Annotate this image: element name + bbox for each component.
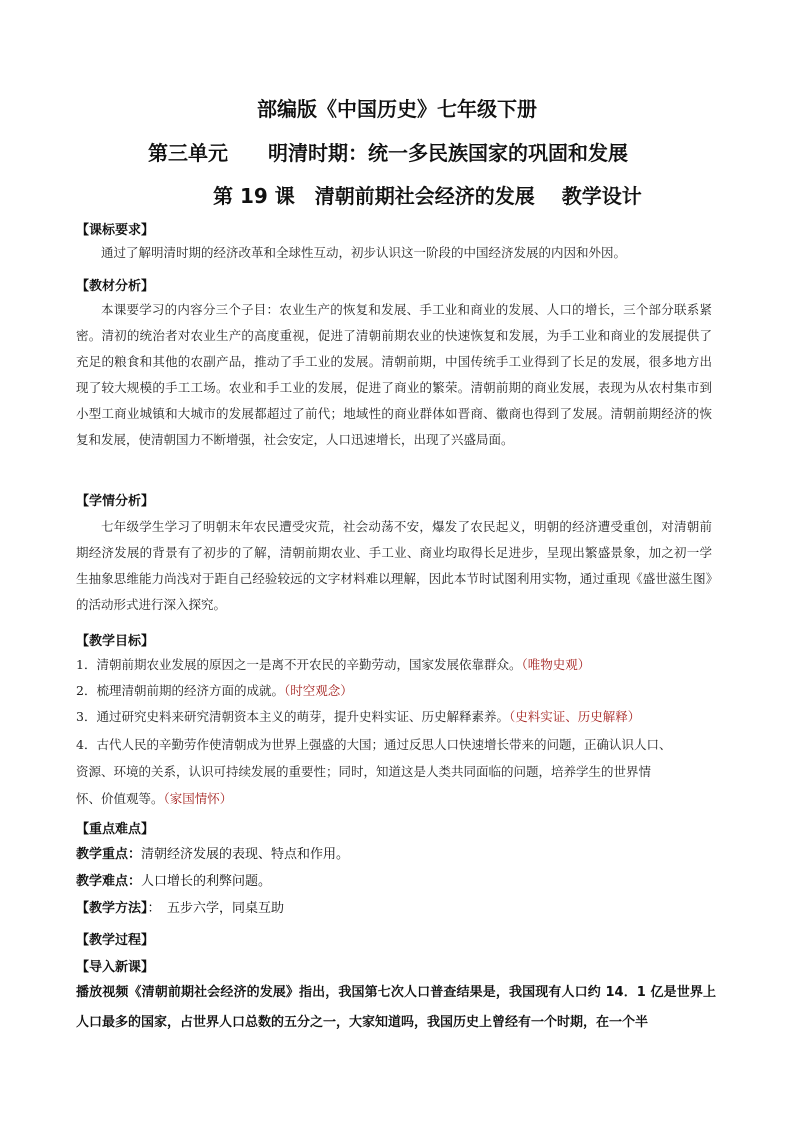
difficult-point-label: 教学难点： [76,874,142,889]
goal-text: 1．清朝前期农业发展的原因之一是离不开农民的辛勤劳动，国家发展依靠群众。 [76,657,522,672]
goal-item-3 [76,704,640,730]
methods-text: ： 五步六学，同桌互助 [147,901,285,916]
difficult-point-text: 人口增长的利弊问题。 [141,874,272,889]
difficult-point [76,869,271,895]
intro-text: 播放视频《清朝前期社会经济的发展》指出，我国第七次人口普查结果是，我国现有人口约 14．1 亿是世界上人口最多的国家，占世界人口总数的五分之一，大家知道吗，我国历史上曾经有一个时期，在一个半 [76,985,716,1030]
section-heading-textbook: 【教材分析】 [76,279,155,294]
goal-tag: （家国情怀） [163,791,233,806]
section-heading-methods: 【教学方法】 [76,901,148,916]
goal-text: 3．通过研究史料来研究清朝资本主义的萌芽，提升史料实证、历史解释素养。 [76,709,509,724]
textbook-text: 本课要学习的内容分三个子目：农业生产的恢复和发展、手工业和商业的发展、人口的增长，三个部分联系紧密。清初的统治者对农业生产的高度重视，促进了清朝前期农业的快速恢复和发展，为手工业和商业的发展提供了充足的粮食和其他的农副产品，推动了手工业的发展。清朝前期，中国传统手工业得到了长足的发展，很多地方出现了较大规模的手工工场。农业和手工业的发展，促进了商业的繁荣。清朝前期的商业发展，表现为从农村集市到小型工商业城镇和大城市的发展都超过了前代；地域性的商业群体如晋商、徽商也得到了发展。清朝前期经济的恢复和发展，使清朝国力不断增强，社会安定，人口迅速增长，出现了兴盛局面。 [76,302,712,447]
section-heading-students: 【学情分析】 [76,494,155,509]
key-point-label: 教学重点： [76,847,142,862]
goal-text: 怀、价值观等。 [76,791,164,806]
goal-item-4-line2: 资源、环境的关系，认识可持续发展的重要性；同时，知道这是人类共同面临的问题，培养学生的世界情 [76,764,652,779]
curriculum-text: 通过了解明清时期的经济改革和全球性互动，初步认识这一阶段的中国经济发展的内因和外因。 [101,245,627,260]
document-title: 部编版《中国历史》七年级下册 [257,97,537,121]
goal-tag: （史料实证、历史解释） [508,709,641,724]
lesson-title: 第 19 课 清朝前期社会经济的发展 教学设计 [213,184,642,208]
goal-item-4-line3 [76,786,232,812]
goal-item-2 [76,678,353,704]
key-point-text: 清朝经济发展的表现、特点和作用。 [141,847,350,862]
key-point [76,842,349,868]
goal-tag: （唯物史观） [521,657,591,672]
section-heading-keypoints: 【重点难点】 [76,822,155,837]
section-heading-goals: 【教学目标】 [76,634,155,649]
goal-item-4-line1: 4．古代人民的辛勤劳作使清朝成为世界上强盛的大国；通过反思人口快速增长带来的问题，正确认识人口、 [76,737,672,752]
goal-text: 2．梳理清朝前期的经济方面的成就。 [76,683,284,698]
section-heading-intro: 【导入新课】 [76,960,155,975]
section-heading-process: 【教学过程】 [76,933,155,948]
students-text: 七年级学生学习了明朝末年农民遭受灾荒，社会动荡不安，爆发了农民起义，明朝的经济遭受重创，对清朝前期经济发展的背景有了初步的了解，清朝前期农业、手工业、商业均取得长足进步，呈现出繁盛景象，加之初一学生抽象思维能力尚浅对于距自己经验较远的文字材料难以理解，因此本节时试图利用实物，通过重现《盛世滋生图》的活动形式进行深入探究。 [76,519,712,612]
unit-title: 第三单元 明清时期：统一多民族国家的巩固和发展 [148,141,628,165]
methods-line [76,896,284,922]
goal-item-1 [76,652,590,678]
goal-tag: （时空观念） [283,683,353,698]
section-heading-curriculum: 【课标要求】 [76,223,155,238]
